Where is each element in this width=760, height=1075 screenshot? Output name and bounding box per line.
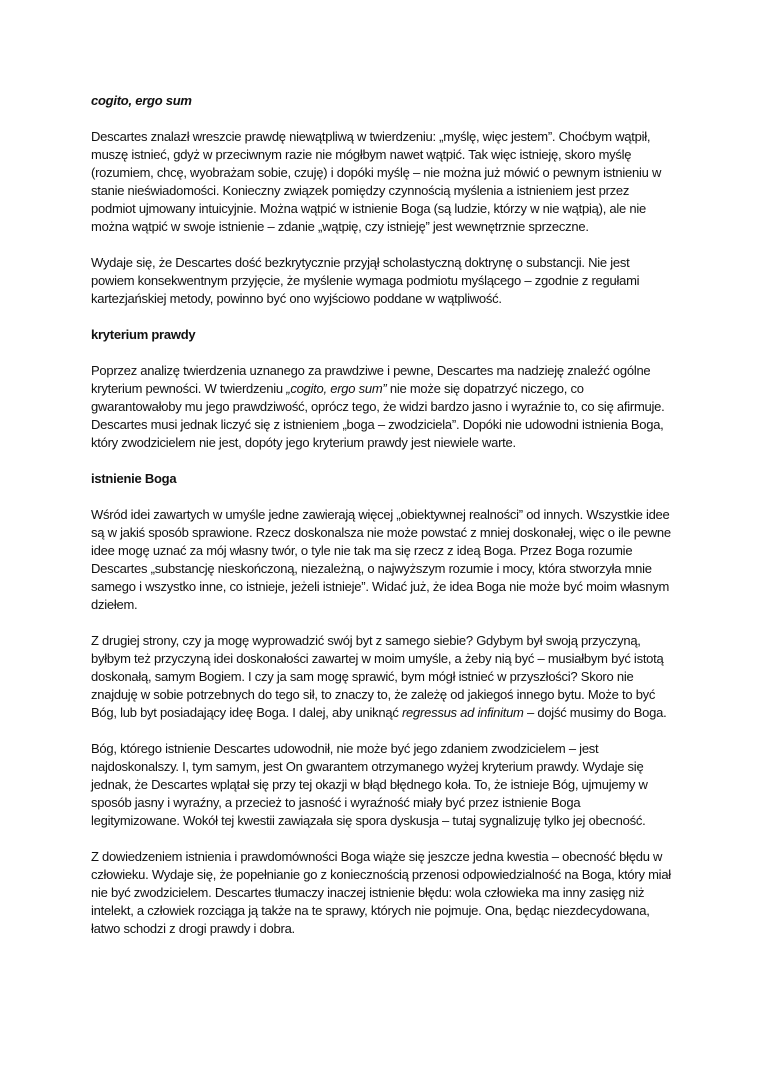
paragraph-text: Z dowiedzeniem istnienia i prawdomówności Boga wiąże się jeszcze jedna kwestia – obecność błędu w człowieku. Wydaje się, że popełnianie go z koniecznością przenosi odpowiedzialność na Boga, który miał nie być zwodzicielem. Descartes tłumaczy inaczej istnienie błędu: wola człowieka ma inny zasięg niż intelekt, a człowiek rozciąga ją także na te sprawy, których nie pojmuje. Ona, będąc niezdecydowana, łatwo schodzi z drogi prawdy i dobra. xyxy=(91,849,671,936)
paragraph-text: Descartes znalazł wreszcie prawdę niewątpliwą w twierdzeniu: „myślę, więc jestem”. Choćbym wątpił, muszę istnieć, gdyż w przeciwnym razie nie mógłbym nawet wątpić. Tak więc istnieję, skoro myślę (rozumiem, chcę, wyobrażam sobie, czuję) i dopóki myślę – nie można już mówić o pewnym istnieniu w stanie nieświadomości. Konieczny związek pomiędzy czynnością myślenia a istnieniem jest przez podmiot ujmowany intuicyjnie. Można wątpić w istnienie Boga (są ludzie, którzy w nie wątpią), ale nie można wątpić w swoje istnienie – zdanie „wątpię, czy istnieję” jest wewnętrznie sprzeczne. xyxy=(91,129,662,234)
paragraph xyxy=(91,506,671,614)
paragraph xyxy=(91,848,671,938)
paragraph xyxy=(91,362,671,452)
paragraph xyxy=(91,740,671,830)
paragraph-text: Z drugiej strony, czy ja mogę wyprowadzić swój byt z samego siebie? Gdybym był swoją przyczyną, byłbym też przyczyną idei doskonałości zawartej w moim umyśle, a żeby nią być – musiałbym być istotą doskonałą, samym Bogiem. I czy ja sam mogę sprawić, bym mógł istnieć w przyszłości? Skoro nie znajduję w sobie potrzebnych do tego sił, to znaczy to, że zależę od jakiegoś innego bytu. Może to być Bóg, lub byt posiadający ideę Boga. I dalej, aby uniknąć xyxy=(91,633,664,720)
spacer xyxy=(91,308,671,326)
paragraph-text: Wśród idei zawartych w umyśle jedne zawierają więcej „obiektywnej realności” od innych. Wszystkie idee są w jakiś sposób sprawione. Rzecz doskonalsza nie może powstać z mniej doskonałej, więc o ile pewne idee mogę uznać za mój własny twór, o tyle nie tak ma się rzecz z ideą Boga. Przez Boga rozumie Descartes „substancję nieskończoną, niezależną, o najwyższym rozumie i mocy, która stworzyła mnie samego i wszystko inne, co istnieje, jeżeli istnieje”. Widać już, że idea Boga nie może być moim własnym dziełem. xyxy=(91,507,671,612)
paragraph-italic-text: regressus ad infinitum xyxy=(401,705,524,720)
spacer xyxy=(91,614,671,632)
section-heading-cogito: cogito, ergo sum xyxy=(91,93,192,108)
spacer xyxy=(91,110,671,128)
paragraph-italic-text: „cogito, ergo sum” xyxy=(286,381,387,396)
paragraph-text: – dojść musimy do Boga. xyxy=(523,705,667,720)
spacer xyxy=(91,830,671,848)
section-heading-kryterium: kryterium prawdy xyxy=(91,327,196,342)
paragraph-text: nie może się dopatrzyć niczego, co gwarantowałoby mu jego prawdziwość, oprócz tego, że widzi bardzo jasno i wyraźnie to, co się afirmuje. Descartes musi jednak liczyć się z istnieniem „boga – zwodziciela”. Dopóki nie udowodni istnienia Boga, który zwodzicielem nie jest, dopóty jego kryterium prawdy jest niewiele warte. xyxy=(91,381,665,450)
paragraph-text: Poprzez analizę twierdzenia uznanego za prawdziwe i pewne, Descartes ma nadzieję znaleźć ogólne kryterium pewności. W twierdzeniu xyxy=(91,363,651,396)
paragraph xyxy=(91,632,671,722)
document-page xyxy=(91,92,671,938)
spacer xyxy=(91,722,671,740)
spacer xyxy=(91,236,671,254)
paragraph-text: Wydaje się, że Descartes dość bezkrytycznie przyjął scholastyczną doktrynę o substancji. Nie jest powiem konsekwentnym przyjęcie, że myślenie wymaga podmiotu myślącego – zgodnie z regułami kartezjańskiej metody, powinno być ono wyjściowo poddane w wątpliwość. xyxy=(91,255,640,306)
paragraph xyxy=(91,128,671,236)
paragraph xyxy=(91,254,671,308)
spacer xyxy=(91,452,671,470)
spacer xyxy=(91,488,671,506)
section-heading-istnienie: istnienie Boga xyxy=(91,471,177,486)
paragraph-text: Bóg, którego istnienie Descartes udowodnił, nie może być jego zdaniem zwodzicielem – jest najdoskonalszy. I, tym samym, jest On gwarantem otrzymanego wyżej kryterium prawdy. Wydaje się jednak, że Descartes wplątał się przy tej okazji w błąd błędnego koła. To, że istnieje Bóg, ujmujemy w sposób jasny i wyraźny, a przecież to jasność i wyraźność miały być przez istnienie Boga legitymizowane. Wokół tej kwestii zawiązała się spora dyskusja – tutaj sygnalizuję tylko jej obecność. xyxy=(91,741,648,828)
spacer xyxy=(91,344,671,362)
